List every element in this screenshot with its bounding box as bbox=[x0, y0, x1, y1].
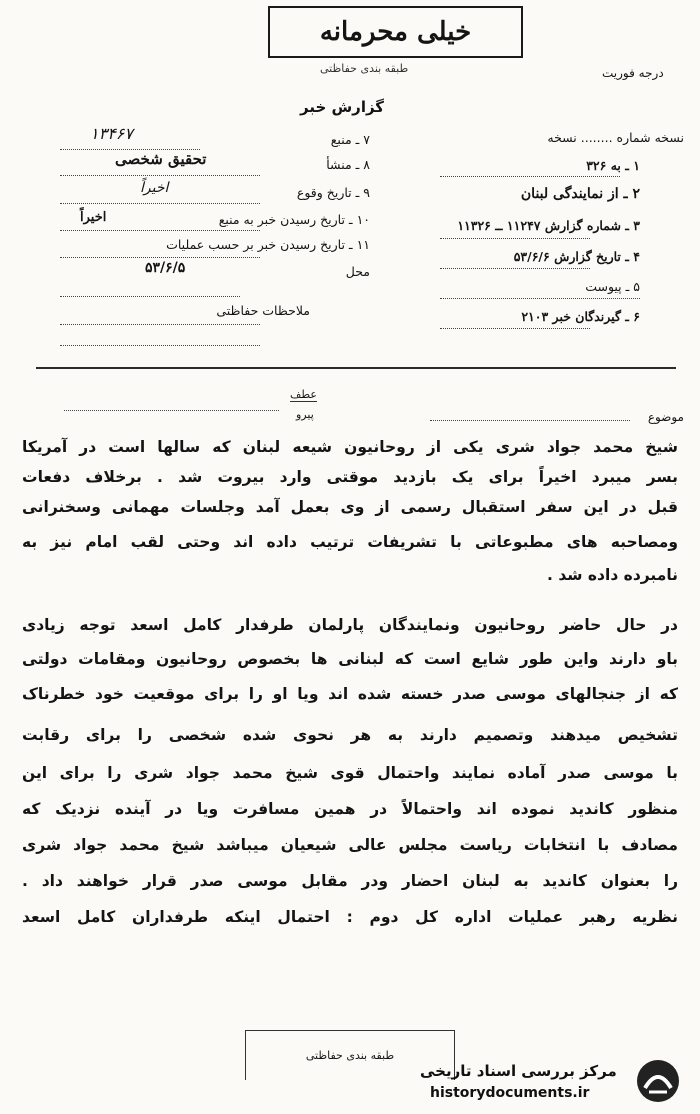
body-line: با موسی صدر آماده نمایند واحتمال قوی شیخ محمد جواد شری را برای این bbox=[22, 764, 678, 782]
field-source-label: ۷ ـ منبع bbox=[330, 132, 370, 147]
priority-label: درجه فوریت bbox=[602, 66, 664, 80]
dotted-line bbox=[440, 298, 640, 299]
dotted-line bbox=[430, 420, 630, 421]
dotted-line bbox=[60, 149, 200, 150]
dotted-line bbox=[60, 345, 260, 346]
dotted-line bbox=[60, 203, 260, 204]
section-divider bbox=[36, 367, 676, 369]
body-line: ومصاحبه های مطبوعاتی با تشریفات ترتیب داده اند وحتی لقب امام نیز به bbox=[22, 533, 678, 551]
field-place-label: محل bbox=[345, 264, 370, 279]
field-receipt-source-label: ۱۰ ـ تاریخ رسیدن خبر به منبع bbox=[218, 212, 370, 227]
body-line: مصادف با انتخابات ریاست مجلس عالی شیعیان میباشد شیخ محمد جواد شری bbox=[22, 836, 678, 854]
follow-label: پیرو bbox=[296, 408, 314, 421]
field-place-value: ۵۳/۶/۵ bbox=[145, 260, 186, 276]
dotted-line bbox=[440, 328, 590, 329]
dotted-line bbox=[60, 257, 260, 258]
field-attachment: ۵ ـ پیوست bbox=[585, 279, 640, 294]
field-to: ۱ ـ به ۳۲۶ bbox=[586, 158, 640, 173]
body-line: منظور کاندید نموده اند واحتمالاً در همین مسافرت ویا در آینده نزدیک که bbox=[22, 800, 678, 818]
classification-sub-label: طبقه بندی حفاظتی bbox=[320, 62, 409, 75]
field-event-date-label: ۹ ـ تاریخ وقوع bbox=[296, 185, 370, 200]
field-origin-value: تحقیق شخصی bbox=[115, 150, 207, 168]
classification-stamp bbox=[268, 6, 523, 58]
archive-logo-icon bbox=[635, 1058, 681, 1104]
dotted-line bbox=[60, 230, 260, 231]
body-line: باو دارند واین طور شایع است که لبنانی ها بخصوص روحانیون ومقامات دولتی bbox=[22, 650, 678, 668]
body-line: تشخیص میدهند وتصمیم دارند به هر نحوی شده شخصی را برای رقابت bbox=[22, 726, 678, 744]
field-report-number: ۳ ـ شماره گزارش ۱۱۲۴۷ ــ ۱۱۳۲۶ bbox=[457, 218, 640, 233]
body-line: بسر میبرد اخیراً برای یک بازدید موقتی وارد بیروت شد . برخلاف دفعات bbox=[22, 468, 678, 486]
ref-label: عطف bbox=[290, 388, 317, 401]
body-line: نامبرده داده شد . bbox=[547, 566, 678, 584]
body-line: را بعنوان کاندید به لبنان احضار ودر مقابل موسی صدر قرار خواهند داد . bbox=[22, 872, 678, 890]
field-report-date: ۴ ـ تاریخ گزارش ۵۳/۶/۶ bbox=[513, 249, 640, 264]
dotted-line bbox=[440, 268, 590, 269]
body-line: در حال حاضر روحانیون ونمایندگان پارلمان طرفدار کامل اسعد توجه زیادی bbox=[22, 616, 678, 634]
dotted-line bbox=[440, 176, 620, 177]
field-origin-label: ۸ ـ منشأ bbox=[326, 157, 370, 172]
dotted-line bbox=[64, 410, 279, 411]
body-line: که از جنجالهای موسی صدر خسته شده اند ویا او را برای موقعیت خود خطرناک bbox=[22, 685, 678, 703]
dotted-line bbox=[60, 324, 260, 325]
watermark-url: historydocuments.ir bbox=[430, 1085, 590, 1101]
body-line: قبل در این سفر استقبال رسمی از وی بعمل آمد وجلسات مهمانی وسخنرانی bbox=[22, 498, 678, 516]
watermark-org-name: مرکز بررسی اسناد تاریخی bbox=[420, 1062, 617, 1080]
dotted-line bbox=[440, 238, 590, 239]
body-line: شیخ محمد جواد شری یکی از روحانیون شیعه لبنان که سالها است در آمریکا bbox=[22, 438, 678, 456]
copy-number-label: نسخه شماره ........ نسخه bbox=[547, 130, 684, 145]
field-receipt-source-value: اخیراً bbox=[80, 210, 107, 225]
field-event-date-value: اخیراً bbox=[140, 180, 169, 196]
security-notes-label: ملاحظات حفاظتی bbox=[216, 303, 310, 318]
dotted-line bbox=[60, 175, 260, 176]
field-from: ۲ ـ از نمایندگی لبنان bbox=[520, 186, 640, 202]
document-title: گزارش خبر bbox=[300, 98, 385, 116]
field-source-value: ۱۳۴۶۷ bbox=[90, 124, 133, 143]
bottom-stamp-text: طبقه بندی حفاظتی bbox=[305, 1049, 395, 1062]
classification-text: خیلی محرمانه bbox=[319, 17, 472, 47]
subject-label: موضوع bbox=[647, 410, 684, 424]
dotted-line bbox=[60, 296, 240, 297]
field-receipt-ops-label: ۱۱ ـ تاریخ رسیدن خبر بر حسب عملیات bbox=[166, 237, 370, 252]
body-line: نظریه رهبر عملیات اداره کل دوم : احتمال اینکه طرفداران کامل اسعد bbox=[22, 908, 678, 926]
field-recipients: ۶ ـ گیرندگان خبر ۲۱۰۳ bbox=[521, 309, 640, 324]
